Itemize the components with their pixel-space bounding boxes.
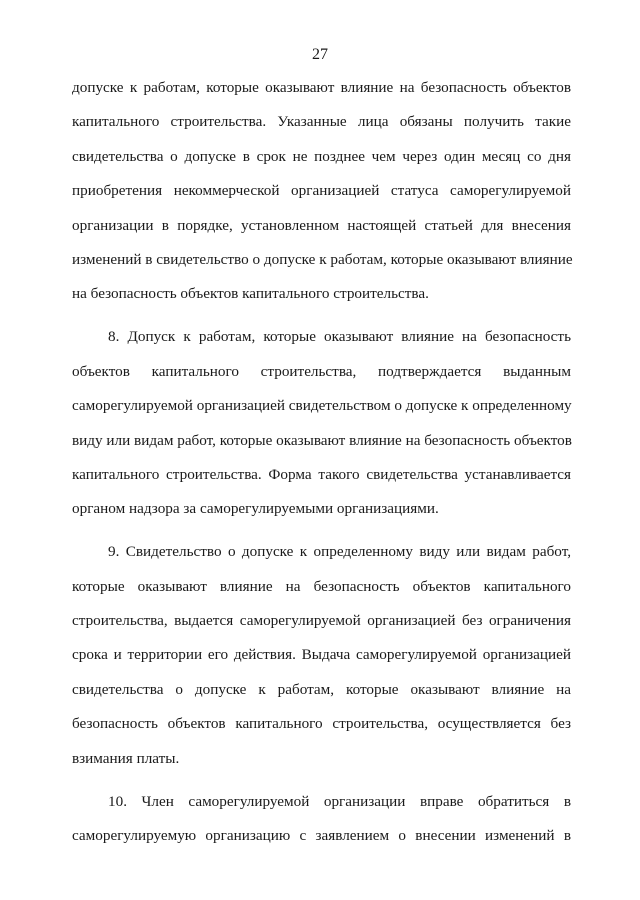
text-line: организации в порядке, установленном настоящей статьей для внесения (72, 216, 571, 234)
paragraph-gap (72, 533, 571, 542)
paragraph-gap (72, 782, 571, 791)
text-line: приобретения некоммерческой организацией статуса саморегулируемой (72, 182, 571, 200)
text-line: безопасность объектов капитального строительства, осуществляется без (72, 715, 571, 733)
text-line: объектов капитального строительства, подтверждается выданным (72, 362, 571, 380)
paragraph-gap (72, 318, 571, 327)
body-text (72, 77, 571, 859)
text-line: 10. Член саморегулируемой организации вправе обратиться в (108, 792, 571, 810)
text-line: саморегулируемой организацией свидетельством о допуске к определенному (72, 397, 572, 415)
text-line: капитального строительства. Форма такого свидетельства устанавливается (72, 465, 571, 483)
text-line: органом надзора за саморегулируемыми организациями. (72, 500, 439, 518)
paragraph-item-8 (72, 326, 571, 532)
text-line: 8. Допуск к работам, которые оказывают влияние на безопасность (108, 328, 571, 346)
text-line: виду или видам работ, которые оказывают влияние на безопасность объектов (72, 431, 572, 449)
text-line: которые оказывают влияние на безопасность объектов капитального (72, 577, 571, 595)
page-number: 27 (312, 46, 328, 63)
paragraph-continuation (72, 77, 571, 318)
text-line: строительства, выдается саморегулируемой организацией без ограничения (72, 612, 571, 630)
text-line: на безопасность объектов капитального строительства. (72, 285, 429, 303)
paragraph-item-10 (72, 791, 571, 860)
text-line: саморегулируемую организацию с заявлением о внесении изменений в (72, 826, 571, 844)
text-line: срока и территории его действия. Выдача саморегулируемой организацией (72, 646, 571, 664)
text-line: 9. Свидетельство о допуске к определенному виду или видам работ, (108, 543, 571, 561)
text-line: изменений в свидетельство о допуске к работам, которые оказывают влияние (72, 250, 573, 268)
text-line: взимания платы. (72, 749, 180, 767)
text-line: капитального строительства. Указанные лица обязаны получить такие (72, 113, 571, 131)
text-line: свидетельства о допуске к работам, которые оказывают влияние на (72, 680, 571, 698)
text-line: свидетельства о допуске в срок не позднее чем через один месяц со дня (72, 147, 571, 165)
text-line: допуске к работам, которые оказывают влияние на безопасность объектов (72, 79, 571, 96)
paragraph-item-9 (72, 541, 571, 782)
